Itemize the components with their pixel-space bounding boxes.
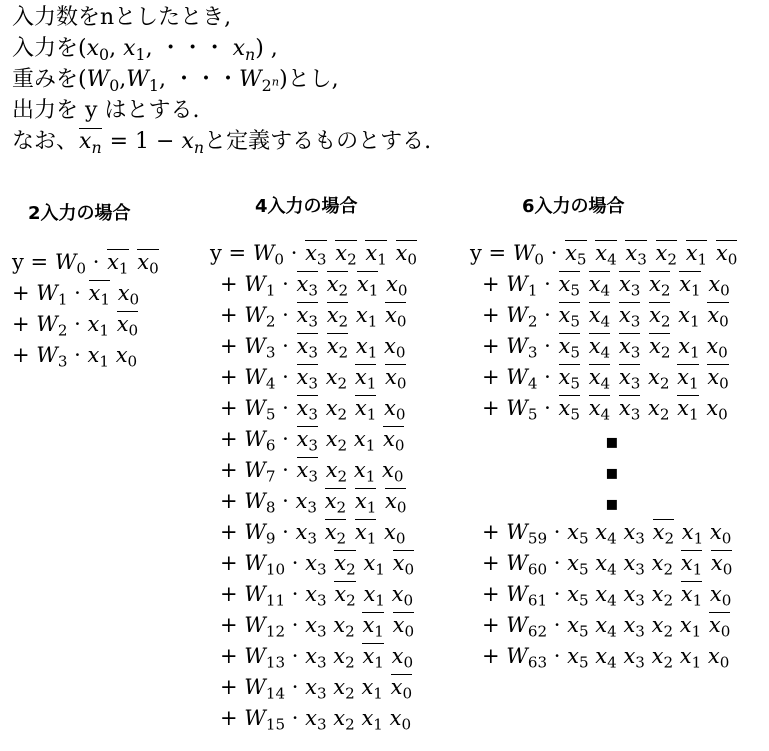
inputs-label: 入力を( (12, 36, 87, 61)
output-suffix: はとする. (104, 98, 200, 123)
minterm-term: + $W_{12} \cdot x_3$ $x_2$ $x_1$ $x_0$ (220, 613, 415, 641)
minterm-term: + $W_8 \cdot x_3$ $x_2$ $x_1$ $x_0$ (220, 489, 407, 517)
minterm-term: + $W_9 \cdot x_3$ $x_2$ $x_1$ $x_0$ (220, 520, 406, 548)
inputs-suffix: ) , (255, 36, 278, 61)
minterm-term: + $W_1 \cdot x_5$ $x_4$ $x_3$ $x_2$ $x_1$ $x_0$ (482, 272, 730, 300)
minterm-term: + $W_3 \cdot x_3$ $x_2$ $x_1$ $x_0$ (220, 334, 406, 362)
minterm-term: + $W_7 \cdot x_3$ $x_2$ $x_1$ $x_0$ (220, 458, 404, 486)
minterm-term: + $W_{63} \cdot x_5$ $x_4$ $x_3$ $x_2$ $x_1$ $x_0$ (482, 644, 730, 672)
output-label: 出力を (12, 98, 79, 123)
intro-line-3: 重みを($W_0,W_1$, ・・・$W_{2^n}$)とし, (12, 67, 339, 95)
ellipsis-dot: ▪ (605, 429, 619, 453)
minterm-term: + $W_6 \cdot x_3$ $x_2$ $x_1$ $x_0$ (220, 427, 405, 455)
definition-text (12, 2, 431, 157)
minterm-term: + $W_2 \cdot x_5$ $x_4$ $x_3$ $x_2$ $x_1$ $x_0$ (482, 303, 729, 331)
intro-line-2: 入力を($x_0$, $x_1$, ・・・ $x_n$) , (12, 36, 278, 64)
heading-2-input: 2入力の場合 (28, 203, 131, 224)
minterm-term: $y = W_0 \cdot x_5$ $x_4$ $x_3$ $x_2$ $x_1$ $x_0$ (470, 241, 738, 269)
heading-4-input: 4入力の場合 (255, 196, 358, 217)
minterm-term: + $W_{59} \cdot x_5$ $x_4$ $x_3$ $x_2$ $x_1$ $x_0$ (482, 520, 732, 548)
negation-equation: = 1 − (102, 129, 182, 154)
intro-line-1 (12, 2, 431, 33)
minterm-term: + $W_{62} \cdot x_5$ $x_4$ $x_3$ $x_2$ $x_1$ $x_0$ (482, 613, 731, 641)
minterm-term: $y = W_0 \cdot x_3$ $x_2$ $x_1$ $x_0$ (210, 241, 418, 269)
minterm-term: + $W_1 \cdot x_3$ $x_2$ $x_1$ $x_0$ (220, 272, 408, 300)
minterm-term: + $W_{61} \cdot x_5$ $x_4$ $x_3$ $x_2$ $x_1$ $x_0$ (482, 582, 732, 610)
ellipsis-dot: ▪ (605, 460, 619, 484)
note-label: なお、 (12, 129, 79, 154)
minterm-term: $y = W_0 \cdot x_1$ $x_0$ (12, 250, 159, 278)
minterm-term: + $W_3 \cdot x_5$ $x_4$ $x_3$ $x_2$ $x_1$ $x_0$ (482, 334, 728, 362)
ellipsis: ・・・ (159, 36, 226, 61)
minterm-term: + $W_1 \cdot x_1$ $x_0$ (12, 281, 140, 309)
minterm-term: + $W_{13} \cdot x_3$ $x_2$ $x_1$ $x_0$ (220, 644, 414, 672)
minterm-term: + $W_3 \cdot x_1$ $x_0$ (12, 343, 138, 371)
heading-6-input: 6入力の場合 (522, 196, 625, 217)
minterm-term: + $W_{15} \cdot x_3$ $x_2$ $x_1$ $x_0$ (220, 706, 412, 734)
ellipsis-dot: ▪ (605, 491, 619, 515)
intro-line-4 (12, 95, 431, 126)
intro-text-n: 入力数をnとしたとき, (12, 5, 232, 30)
minterm-term: + $W_{11} \cdot x_3$ $x_2$ $x_1$ $x_0$ (220, 582, 414, 610)
minterm-term: + $W_{60} \cdot x_5$ $x_4$ $x_3$ $x_2$ $x_1$ $x_0$ (482, 551, 733, 579)
minterm-term: + $W_4 \cdot x_3$ $x_2$ $x_1$ $x_0$ (220, 365, 407, 393)
minterm-term: + $W_2 \cdot x_1$ $x_0$ (12, 312, 139, 340)
output-var: y (85, 98, 98, 123)
minterm-term: + $W_{10} \cdot x_3$ $x_2$ $x_1$ $x_0$ (220, 551, 415, 579)
note-suffix: と定義するものとする. (204, 129, 432, 154)
minterm-term: + $W_2 \cdot x_3$ $x_2$ $x_1$ $x_0$ (220, 303, 407, 331)
minterm-term: + $W_5 \cdot x_3$ $x_2$ $x_1$ $x_0$ (220, 396, 406, 424)
weights-label: 重みを( (12, 67, 87, 92)
intro-line-5: なお、$x_n = 1 - x_n$と定義するものとする. (12, 129, 432, 157)
minterm-term: + $W_{14} \cdot x_3$ $x_2$ $x_1$ $x_0$ (220, 675, 413, 703)
ellipsis: ・・・ (173, 67, 240, 92)
minterm-term: + $W_5 \cdot x_5$ $x_4$ $x_3$ $x_2$ $x_1$ $x_0$ (482, 396, 728, 424)
weights-suffix: )とし, (279, 67, 339, 92)
minterm-term: + $W_4 \cdot x_5$ $x_4$ $x_3$ $x_2$ $x_1$ $x_0$ (482, 365, 729, 393)
